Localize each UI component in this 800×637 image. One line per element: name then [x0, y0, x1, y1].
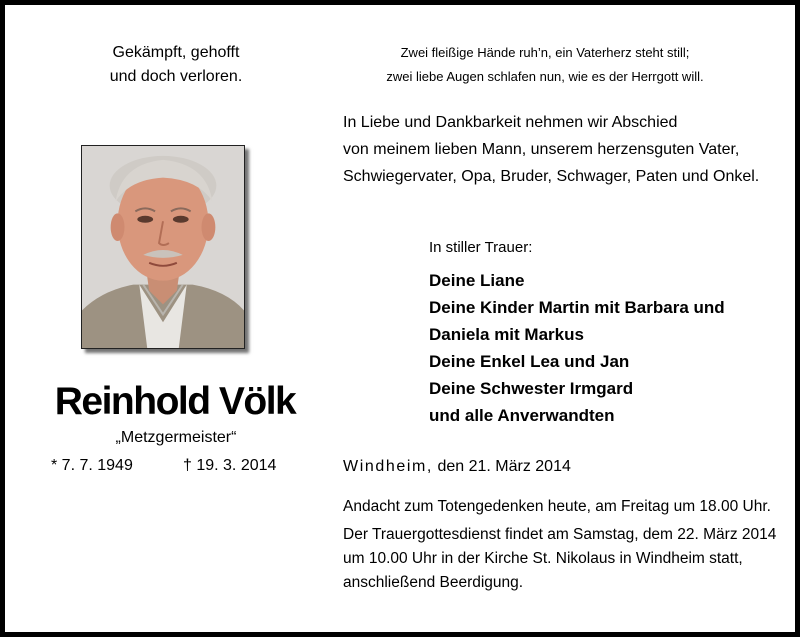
mourning-label: In stiller Trauer: — [429, 239, 533, 256]
birth-date: * 7. 7. 1949 — [51, 457, 133, 474]
place-and-date — [343, 456, 571, 478]
motto-line: und doch verloren. — [109, 68, 243, 85]
mourner-line: Deine Enkel Lea und Jan — [429, 352, 630, 371]
farewell-text — [343, 109, 783, 190]
farewell-line: von meinem lieben Mann, unserem herzensguten Vater, — [343, 141, 740, 158]
date: den 21. März 2014 — [437, 458, 571, 475]
death-date: † 19. 3. 2014 — [183, 457, 277, 474]
place: Windheim, — [343, 458, 433, 475]
andacht-info: Andacht zum Totengedenken heute, am Freitag um 18.00 Uhr. — [343, 498, 771, 515]
mourner-line: Daniela mit Markus — [429, 325, 584, 344]
poem-line: Zwei fleißige Hände ruh’n, ein Vaterherz steht still; — [400, 45, 690, 60]
mourner-line: Deine Liane — [429, 271, 525, 290]
farewell-line: Schwiegervater, Opa, Bruder, Schwager, Paten und Onkel. — [343, 168, 760, 185]
farewell-line: In Liebe und Dankbarkeit nehmen wir Abschied — [343, 114, 678, 131]
motto — [65, 41, 287, 89]
funeral-service-info — [343, 523, 783, 595]
motto-line: Gekämpft, gehofft — [112, 44, 240, 61]
funeral-service-line: um 10.00 Uhr in der Kirche St. Nikolaus in Windheim statt, — [343, 550, 743, 567]
mourners-list — [429, 267, 725, 429]
poem-line: zwei liebe Augen schlafen nun, wie es der Herrgott will. — [386, 69, 704, 84]
poem — [345, 41, 745, 89]
service-info — [343, 495, 783, 595]
portrait-photo — [81, 145, 245, 349]
mourner-line: Deine Kinder Martin mit Barbara und — [429, 298, 725, 317]
funeral-service-line: anschließend Beerdigung. — [343, 574, 524, 591]
mourner-line: und alle Anverwandten — [429, 406, 615, 425]
deceased-profession: „Metzgermeister“ — [115, 429, 237, 446]
funeral-service-line: Der Trauergottesdienst findet am Samstag, dem 22. März 2014 — [343, 526, 777, 543]
deceased-name: Reinhold Völk — [54, 380, 296, 423]
mourner-line: Deine Schwester Irmgard — [429, 379, 634, 398]
